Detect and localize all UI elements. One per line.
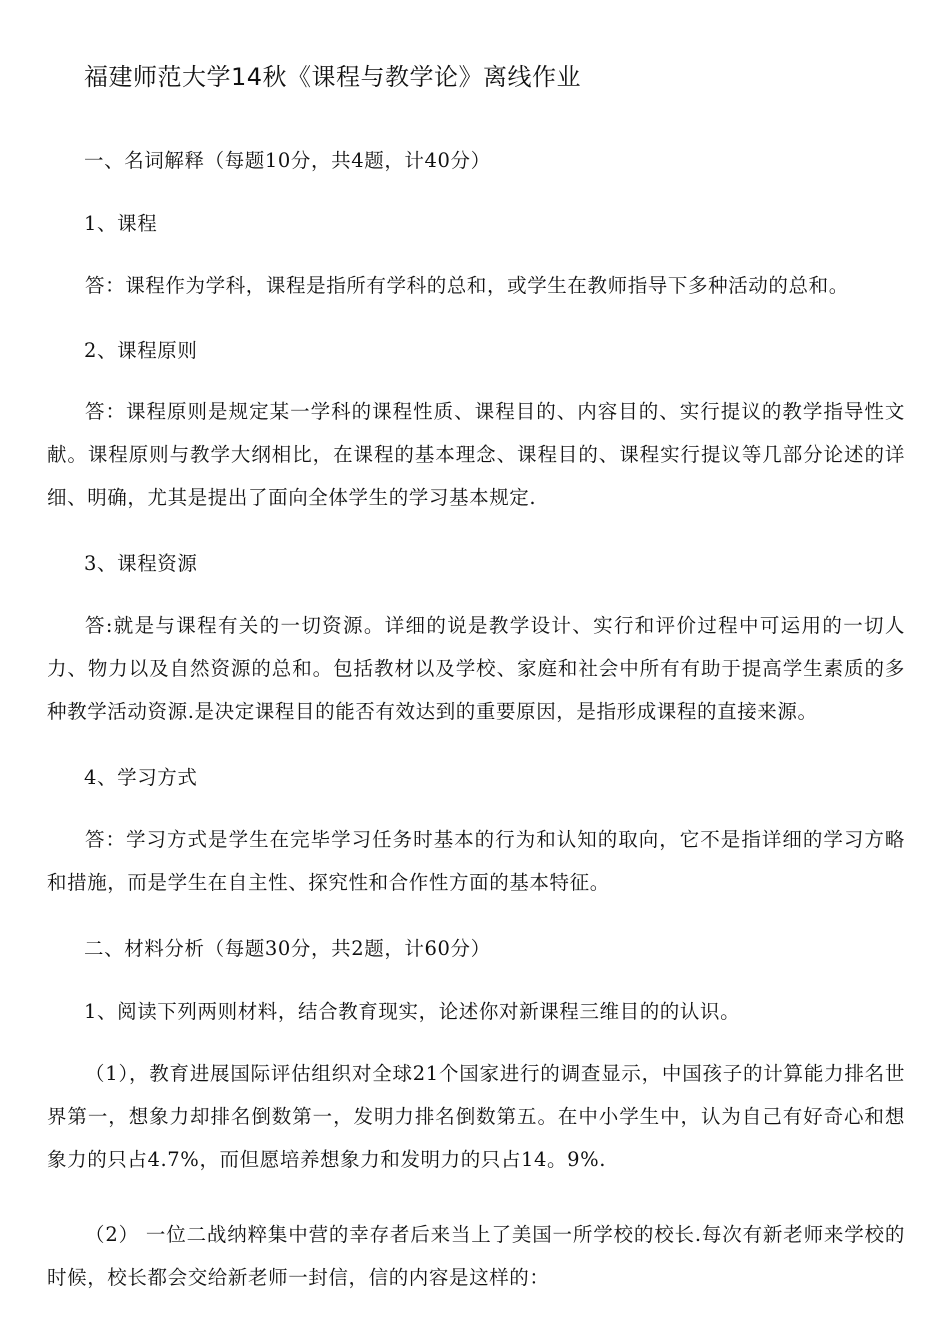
document-title: 福建师范大学14秋《课程与教学论》离线作业	[84, 63, 582, 91]
term-label-curriculum-standard: 2、课程原则	[84, 339, 198, 362]
term-label-curriculum-resources: 3、课程资源	[84, 552, 198, 575]
section-heading-material-analysis: 二、材料分析（每题30分，共2题，计60分）	[84, 937, 491, 960]
question-1: 1、阅读下列两则材料，结合教育现实，论述你对新课程三维目的的认识。	[84, 1000, 741, 1023]
material-1: （1），教育进展国际评估组织对全球21个国家进行的调查显示，中国孩子的计算能力排名世界第一，想象力却排名倒数第一，发明力排名倒数第五。在中小学生中，认为自己有好奇心和想象力的只占4.7%，而但愿培养想象力和发明力的只占14。9%.	[47, 1062, 905, 1171]
term-answer-curriculum-resources: 答:就是与课程有关的一切资源。详细的说是教学设计、实行和评价过程中可运用的一切人力、物力以及自然资源的总和。包括教材以及学校、家庭和社会中所有有助于提高学生素质的多种教学活动资源.是决定课程目的能否有效达到的重要原因，是指形成课程的直接来源。	[47, 614, 905, 723]
term-answer-learning-style: 答：学习方式是学生在完毕学习任务时基本的行为和认知的取向，它不是指详细的学习方略和措施，而是学生在自主性、探究性和合作性方面的基本特征。	[47, 828, 905, 894]
term-answer-curriculum: 答：课程作为学科，课程是指所有学科的总和，或学生在教师指导下多种活动的总和。	[85, 274, 849, 297]
term-label-curriculum: 1、课程	[84, 212, 158, 235]
material-2: （2） 一位二战纳粹集中营的幸存者后来当上了美国一所学校的校长.每次有新老师来学校的时候，校长都会交给新老师一封信，信的内容是这样的：	[47, 1223, 905, 1289]
term-answer-curriculum-standard: 答：课程原则是规定某一学科的课程性质、课程目的、内容目的、实行提议的教学指导性文献。课程原则与教学大纲相比，在课程的基本理念、课程目的、课程实行提议等几部分论述的详细、明确，尤其是提出了面向全体学生的学习基本规定.	[47, 400, 905, 509]
section-heading-terms: 一、名词解释（每题10分，共4题，计40分）	[84, 149, 491, 172]
term-label-learning-style: 4、学习方式	[84, 766, 198, 789]
